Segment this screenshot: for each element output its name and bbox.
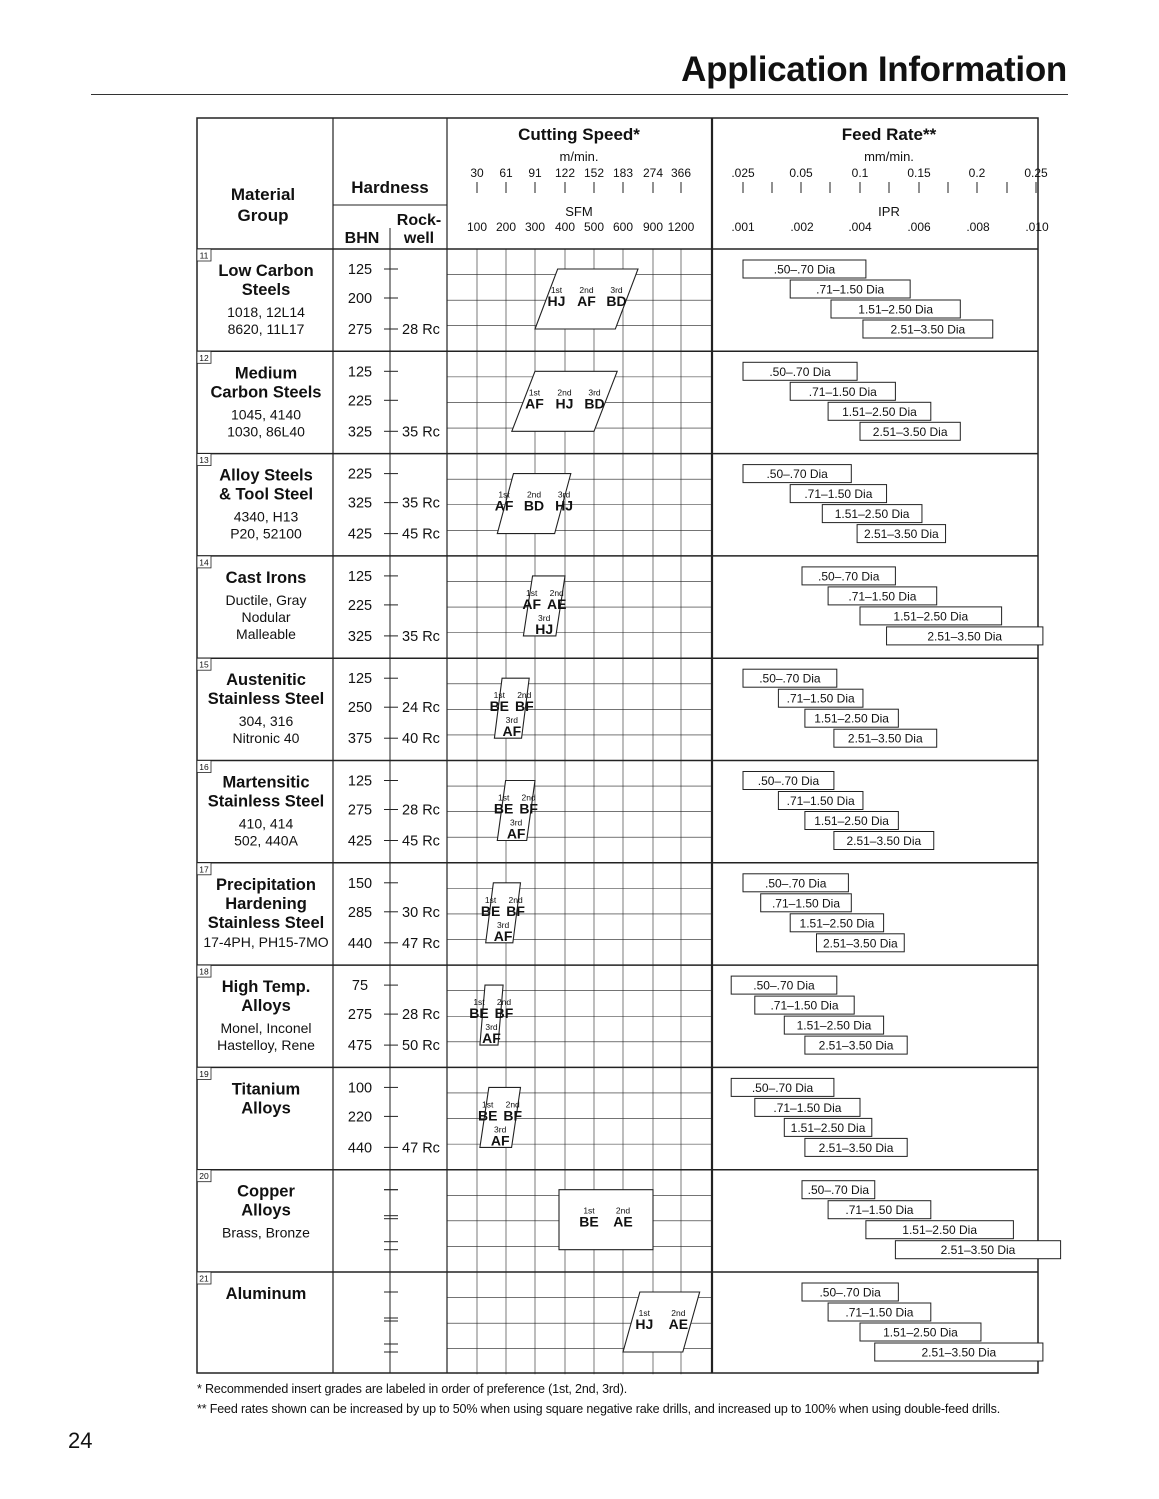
group-number: 11	[199, 250, 209, 261]
rockwell-value: 40 Rc	[402, 731, 440, 748]
bhn-value: 220	[347, 1109, 373, 1126]
feed-bar-label: 2.51–3.50 Dia	[921, 1345, 997, 1360]
feed-bar-label: 2.51–3.50 Dia	[940, 1243, 1016, 1258]
grade-code: HJ	[535, 620, 554, 637]
speed-metric-unit: m/min.	[559, 149, 599, 164]
material-name: Hardening	[225, 894, 307, 913]
speed-metric-tick-label: 91	[528, 166, 542, 180]
speed-imperial-tick-label: 100	[466, 220, 488, 234]
grade-code: BE	[469, 1005, 489, 1022]
feed-bar-label: .50–.70 Dia	[751, 1080, 814, 1095]
material-name: Alloy Steels	[219, 466, 313, 485]
feed-bar-label: .50–.70 Dia	[818, 569, 880, 584]
grade-rank-label: 2nd	[496, 997, 512, 1008]
grade-code: AF	[525, 395, 544, 412]
rockwell-value: 28 Rc	[402, 802, 440, 819]
page-number: 24	[68, 1428, 93, 1453]
speed-imperial-tick-label: 900	[642, 220, 664, 234]
feed-imperial-tick-label: .008	[966, 220, 990, 234]
feed-imperial-tick-label: .004	[848, 220, 872, 234]
rockwell-value: 35 Rc	[402, 628, 440, 645]
hardness-header: Hardness	[351, 178, 429, 197]
feed-metric-tick-label: 0.1	[851, 166, 869, 180]
speed-imperial-tick-label: 500	[583, 220, 605, 234]
material-name: Alloys	[241, 1099, 291, 1118]
group-number: 13	[199, 455, 209, 466]
grade-code: HJ	[555, 497, 574, 514]
feed-bar-label: 2.51–3.50 Dia	[846, 834, 922, 848]
grade-code: AF	[506, 825, 526, 842]
grade-code: AE	[613, 1213, 633, 1230]
speed-imperial-tick-label: 600	[612, 220, 634, 234]
group-number: 16	[199, 762, 209, 772]
grade-code: BF	[519, 800, 538, 817]
grade-code: AF	[482, 1030, 501, 1047]
rockwell-header: Rock-	[396, 212, 442, 229]
group-number: 19	[199, 1068, 209, 1079]
feed-imperial-tick-label: .002	[790, 220, 814, 234]
feed-bar-label: .71–1.50 Dia	[845, 1203, 914, 1218]
material-name: Alloys	[241, 1201, 291, 1220]
grade-code: AF	[494, 497, 514, 514]
rockwell-value: 50 Rc	[402, 1038, 440, 1055]
material-example: 1018, 12L14	[227, 304, 305, 320]
bhn-value: 425	[347, 526, 373, 543]
feed-bar-label: .71–1.50 Dia	[773, 1100, 842, 1115]
grade-code: BE	[480, 902, 501, 919]
feed-bar-label: 1.51–2.50 Dia	[902, 1223, 978, 1238]
rockwell-value: 30 Rc	[402, 904, 440, 921]
material-example: Nodular	[241, 608, 291, 625]
grade-code: BF	[506, 902, 525, 919]
feed-bar-label: .71–1.50 Dia	[845, 1305, 914, 1320]
material-name: Precipitation	[216, 875, 316, 894]
material-example: 8620, 11L17	[227, 321, 305, 337]
bhn-value: 125	[347, 773, 373, 790]
bhn-value: 275	[347, 802, 373, 819]
feed-imperial-unit: IPR	[878, 204, 900, 219]
grade-rank-label: 1st	[583, 1205, 595, 1216]
material-name: Titanium	[231, 1080, 301, 1099]
speed-metric-tick-label: 61	[499, 166, 513, 180]
material-name: Low Carbon	[218, 262, 314, 280]
speed-metric-tick-label: 152	[583, 166, 605, 180]
material-name: Martensitic	[222, 773, 310, 792]
feed-metric-tick-label: 0.2	[968, 166, 986, 180]
rockwell-value: 28 Rc	[402, 1007, 440, 1024]
material-name: Aluminum	[225, 1285, 307, 1303]
feed-header: Feed Rate**	[841, 125, 937, 144]
material-example: 502, 440A	[234, 832, 298, 849]
bhn-value: 325	[347, 424, 373, 441]
feed-bar-label: .50–.70 Dia	[819, 1285, 881, 1300]
rockwell-header-well: well	[403, 230, 435, 247]
grade-rank-label: 3rd	[505, 715, 518, 726]
feed-bar-label: 1.51–2.50 Dia	[799, 916, 875, 931]
feed-bar-label: 2.51–3.50 Dia	[872, 424, 948, 439]
grade-code: AE	[668, 1316, 689, 1332]
grade-rank-label: 1st	[482, 1099, 494, 1110]
material-example: 1045, 4140	[230, 406, 302, 423]
material-example: Malleable	[236, 625, 296, 642]
material-example: 304, 316	[238, 713, 294, 730]
grade-rank-label: 2nd	[615, 1205, 631, 1216]
feed-bar-label: .50–.70 Dia	[766, 467, 828, 482]
material-example: Monel, Inconel	[220, 1020, 312, 1037]
grade-rank-label: 2nd	[549, 587, 564, 598]
material-example: 4340, H13	[233, 508, 299, 525]
rockwell-value: 47 Rc	[402, 1140, 440, 1157]
feed-bar-label: 1.51–2.50 Dia	[858, 302, 934, 317]
grade-rank-label: 2nd	[505, 1099, 520, 1110]
feed-bar-label: .71–1.50 Dia	[808, 384, 877, 399]
speed-imperial-tick-label: 300	[524, 220, 546, 234]
material-example: 17-4PH, PH15-7MO	[203, 933, 329, 950]
grade-rank-label: 2nd	[671, 1308, 686, 1318]
material-name: Steels	[241, 281, 291, 299]
feed-imperial-tick-label: .001	[731, 220, 755, 234]
grade-code: BD	[523, 497, 545, 514]
grade-rank-label: 3rd	[588, 387, 601, 398]
group-number: 14	[199, 557, 209, 568]
rockwell-value: 28 Rc	[402, 322, 440, 338]
grade-code: AF	[493, 927, 513, 944]
feed-bar-label: 2.51–3.50 Dia	[818, 1038, 894, 1053]
feed-bar-label: .50–.70 Dia	[757, 774, 820, 788]
grade-code: AF	[577, 293, 596, 309]
material-name: Alloys	[241, 997, 291, 1016]
feed-bar-label: .50–.70 Dia	[753, 978, 815, 993]
bhn-value: 100	[347, 1080, 373, 1097]
bhn-value: 440	[347, 1140, 373, 1157]
rockwell-value: 35 Rc	[402, 424, 440, 441]
bhn-value: 75	[351, 978, 369, 995]
rockwell-value: 45 Rc	[402, 833, 440, 850]
grade-code: BD	[584, 395, 605, 412]
feed-bar-label: 2.51–3.50 Dia	[818, 1140, 894, 1155]
material-example: Nitronic 40	[232, 730, 300, 747]
grade-rank-label: 1st	[484, 894, 497, 905]
feed-bar-label: 2.51–3.50 Dia	[927, 629, 1003, 644]
grade-code: BF	[514, 698, 534, 715]
grade-rank-label: 1st	[498, 489, 510, 500]
rockwell-value: 47 Rc	[402, 935, 440, 952]
material-example: Ductile, Gray	[225, 591, 307, 608]
grade-code: HJ	[555, 395, 574, 412]
bhn-value: 200	[347, 291, 373, 307]
feed-bar-label: 1.51–2.50 Dia	[814, 711, 889, 726]
grade-rank-label: 2nd	[508, 894, 523, 905]
feed-bar-label: .71–1.50 Dia	[848, 589, 917, 604]
bhn-value: 125	[347, 364, 373, 381]
speed-metric-tick-label: 366	[670, 166, 692, 180]
grade-rank-label: 1st	[473, 997, 485, 1008]
grade-rank-label: 3rd	[557, 489, 571, 500]
feed-bar-label: .50–.70 Dia	[765, 876, 827, 891]
grade-rank-label: 2nd	[517, 690, 532, 701]
grade-rank-label: 1st	[493, 690, 505, 701]
feed-bar-label: .71–1.50 Dia	[786, 794, 855, 808]
speed-metric-tick-label: 30	[470, 166, 484, 180]
feed-bar-label: 1.51–2.50 Dia	[790, 1120, 866, 1135]
group-number: 12	[199, 352, 209, 363]
bhn-value: 125	[347, 671, 373, 688]
bhn-value: 275	[347, 1007, 373, 1024]
grade-code: AF	[522, 595, 542, 612]
feed-bar-label: 1.51–2.50 Dia	[834, 507, 910, 522]
rockwell-value: 35 Rc	[402, 495, 440, 512]
feed-bar-label: .50–.70 Dia	[807, 1183, 870, 1198]
feed-bar-label: .71–1.50 Dia	[816, 282, 885, 297]
bhn-value: 125	[347, 262, 373, 278]
grade-code: BE	[493, 800, 514, 817]
material-name: Cast Irons	[225, 568, 307, 587]
feed-imperial-tick-label: .010	[1025, 220, 1049, 234]
material-name: Medium	[234, 364, 298, 383]
grade-code: BE	[477, 1107, 498, 1124]
feed-bar-label: 2.51–3.50 Dia	[823, 936, 898, 951]
feed-bar-label: 2.51–3.50 Dia	[863, 527, 939, 542]
rockwell-value: 45 Rc	[402, 526, 440, 543]
bhn-value: 440	[347, 935, 373, 952]
grade-rank-label: 2nd	[579, 285, 594, 295]
bhn-value: 250	[347, 700, 373, 717]
feed-bar-label: .71–1.50 Dia	[786, 691, 855, 706]
bhn-value: 425	[347, 833, 373, 850]
feed-bar-label: 1.51–2.50 Dia	[814, 814, 889, 828]
material-name: Stainless Steel	[207, 690, 325, 709]
feed-metric-unit: mm/min.	[864, 149, 914, 164]
bhn-value: 125	[347, 568, 373, 585]
bhn-value: 150	[347, 875, 373, 892]
feed-metric-tick-label: 0.25	[1024, 166, 1048, 180]
material-name: High Temp.	[221, 978, 311, 997]
material-example: P20, 52100	[230, 525, 302, 542]
group-number: 21	[199, 1273, 209, 1284]
grade-code: AE	[546, 595, 567, 612]
grade-rank-label: 3rd	[510, 817, 523, 828]
bhn-value: 325	[347, 495, 373, 512]
grade-rank-label: 1st	[528, 387, 541, 398]
grade-rank-label: 1st	[497, 792, 510, 803]
speed-header: Cutting Speed*	[518, 125, 640, 144]
grade-rank-label: 2nd	[526, 489, 542, 500]
bhn-value: 285	[347, 904, 373, 921]
grade-code: AF	[502, 723, 522, 740]
group-number: 17	[199, 864, 209, 875]
bhn-value: 225	[347, 393, 373, 410]
rockwell-value: 24 Rc	[402, 700, 440, 717]
bhn-header: BHN	[344, 230, 380, 247]
feed-bar-label: .71–1.50 Dia	[804, 487, 873, 502]
material-name: & Tool Steel	[218, 485, 314, 504]
feed-metric-tick-label: 0.15	[907, 166, 931, 180]
bhn-value: 275	[347, 322, 373, 338]
material-name: Carbon Steels	[210, 383, 322, 402]
grade-rank-label: 3rd	[538, 612, 551, 623]
speed-imperial-tick-label: 1200	[667, 220, 695, 234]
feed-bar-label: 2.51–3.50 Dia	[890, 322, 966, 337]
feed-metric-tick-label: 0.05	[789, 166, 813, 180]
grade-code: BE	[579, 1213, 599, 1230]
footnote-1: * Recommended insert grades are labeled in order of preference (1st, 2nd, 3rd).	[197, 1382, 628, 1396]
material-name: Copper	[237, 1182, 295, 1201]
feed-bar-label: .50–.70 Dia	[773, 262, 836, 277]
grade-rank-label: 2nd	[557, 387, 572, 398]
grade-rank-label: 1st	[638, 1308, 651, 1318]
feed-metric-tick-label: .025	[731, 166, 755, 180]
group-number: 18	[199, 966, 209, 977]
page-title: Application Information	[681, 50, 1067, 89]
material-name: Stainless Steel	[207, 792, 325, 811]
footnote-2: ** Feed rates shown can be increased by up to 50% when using square negative rake drills, and increased up to 100% when using double-feed drills.	[197, 1402, 1001, 1416]
grade-rank-label: 3rd	[610, 285, 623, 295]
bhn-value: 375	[347, 731, 373, 748]
grade-rank-label: 1st	[550, 285, 563, 295]
bhn-value: 225	[347, 466, 373, 483]
grade-code: BF	[503, 1107, 523, 1124]
material-example: 1030, 86L40	[227, 423, 305, 440]
feed-bar-label: 1.51–2.50 Dia	[893, 609, 969, 624]
grade-code: BF	[494, 1005, 514, 1022]
feed-bar-label: .50–.70 Dia	[769, 364, 831, 379]
grade-code: HJ	[635, 1316, 654, 1332]
grade-rank-label: 2nd	[521, 792, 536, 803]
material-example: 410, 414	[238, 815, 294, 832]
group-number: 15	[199, 659, 209, 670]
material-header: Material	[230, 185, 296, 204]
feed-bar-label: 2.51–3.50 Dia	[847, 731, 923, 746]
speed-metric-tick-label: 183	[612, 166, 634, 180]
grade-rank-label: 3rd	[496, 919, 510, 930]
speed-metric-tick-label: 274	[642, 166, 664, 180]
feed-bar-label: .50–.70 Dia	[759, 671, 821, 686]
speed-imperial-unit: SFM	[565, 204, 593, 219]
material-name: Stainless Steel	[207, 913, 325, 932]
material-example: Brass, Bronze	[222, 1224, 310, 1241]
grade-rank-label: 3rd	[485, 1022, 498, 1033]
feed-bar-label: 1.51–2.50 Dia	[796, 1018, 872, 1033]
grade-rank-label: 3rd	[494, 1124, 507, 1135]
feed-bar-label: .71–1.50 Dia	[770, 998, 839, 1013]
material-name: Austenitic	[226, 671, 306, 690]
bhn-value: 225	[347, 597, 373, 614]
speed-imperial-tick-label: 200	[495, 220, 517, 234]
group-number: 20	[199, 1171, 209, 1182]
feed-bar-label: 1.51–2.50 Dia	[842, 404, 917, 419]
speed-metric-tick-label: 122	[554, 166, 576, 180]
material-header-group: Group	[237, 206, 289, 225]
speed-imperial-tick-label: 400	[554, 220, 576, 234]
bhn-value: 325	[347, 628, 373, 645]
feed-bar-label: .71–1.50 Dia	[771, 896, 841, 911]
grade-code: BE	[489, 698, 510, 715]
grade-rank-label: 1st	[526, 587, 538, 598]
grade-code: BD	[606, 293, 627, 309]
bhn-value: 475	[347, 1038, 373, 1055]
feed-imperial-tick-label: .006	[907, 220, 931, 234]
grade-code: AF	[490, 1132, 510, 1149]
feed-bar-label: 1.51–2.50 Dia	[883, 1325, 958, 1340]
material-example: Hastelloy, Rene	[217, 1037, 315, 1054]
grade-code: HJ	[547, 293, 566, 309]
speed-range	[559, 1190, 653, 1250]
